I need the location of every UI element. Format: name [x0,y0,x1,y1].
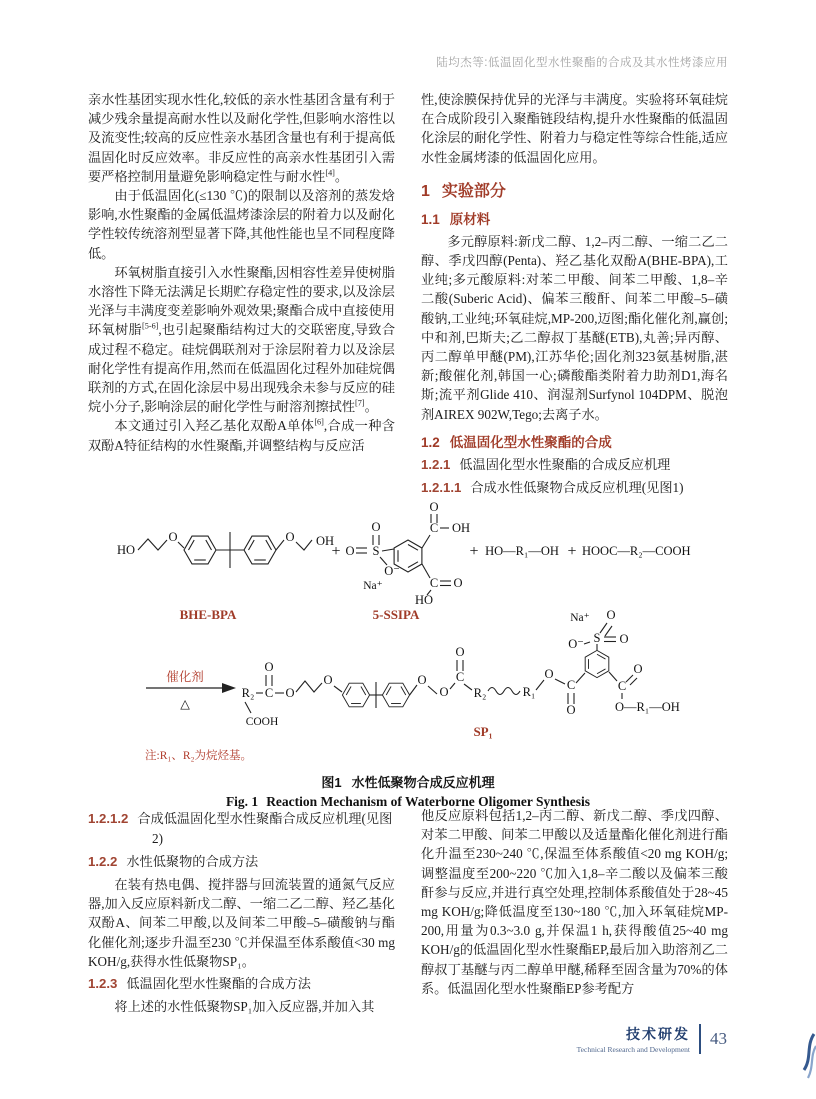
section-heading-1-2 [421,431,728,451]
methods-right-column [421,806,728,1016]
svg-text:O⁻: O⁻ [384,564,400,578]
page-number: 43 [710,1029,727,1048]
svg-text:HO: HO [414,593,434,607]
intro-right-column [421,90,728,501]
sp1-product-structure [242,608,680,739]
methods-left-column [88,806,395,1016]
svg-text:O: O [417,673,427,687]
section-title: 水性低聚物的合成方法 [126,854,259,869]
section-title: 实验部分 [441,182,506,200]
svg-text:O: O [264,660,274,674]
svg-text:O: O [566,703,576,717]
svg-text:O: O [439,685,449,699]
paragraph: 多元醇原料:新戊二醇、1,2–丙二醇、一缩二乙二醇、季戊四醇(Penta)、羟乙基化双酚A(BHE-BPA),工业纯;多元酸原料:对苯二甲酸、间苯二甲酸、1,8–辛二酸(Suberic Acid)、偏苯三酸酐、间苯二甲酸–5–磺酸钠,工业纯;环氧硅烷,MP-200,迈图;酯化催化剂,赢创;中和剂,巴斯夫;乙二醇叔丁基醚(ETB),丸善;异丙醇、丙二醇单甲醚(PM),江苏华伦;固化剂323氨基树脂,湛新;酸催化剂,韩国一心;磷酸酯类附着力助剂D1,海名斯;流平剂Glide 410、润湿剂Surfynol 104DPM、脱泡剂AIREX 902W,Tego;去离子水。 [421,233,728,422]
paragraph: 他反应原料包括1,2–丙二醇、新戊二醇、季戊四醇、对苯二甲酸、间苯二甲酸以及适量酯化催化剂进行酯化升温至230~240 ℃,保温至体系酸值<20 mg KOH/g;调整温度至200~220 ℃加入1,8–辛二酸以及偏苯三酸酐参与反应,并进行真空处理,控制体系酸值处于28~45 mg KOH/g;降低温度至130~180 ℃,加入环氧硅烷MP-200,用量为0.3~3.0 g,并保温1 h,获得酸值25~40 mg KOH/g的低温固化型水性聚酯EP,最后加入助溶剂乙二醇叔丁基醚与丙二醇单甲醚,稀释至固含量为70%的体系。低温固化型水性聚酯EP参考配方 [421,808,728,996]
paragraph: 将上述的水性低聚物SP₁加入反应器,并加入其 [114,999,375,1015]
svg-text:Na⁺: Na⁺ [570,612,590,624]
diol-formula: HO—R₁—OH [485,544,559,558]
figure-title-cn: 水性低聚物合成反应机理 [351,775,495,790]
section-title: 低温固化型水性聚酯的合成方法 [126,976,311,992]
footer-section-cn: 技术研发 [626,1026,690,1042]
svg-text:O: O [606,608,616,622]
footer-divider [699,1024,701,1054]
section-number: 1.2.1.2 [88,811,129,826]
svg-text:O: O [453,576,463,590]
svg-text:O: O [285,686,295,700]
figure-number-cn: 图1 [321,775,342,790]
svg-text:O: O [168,530,178,544]
figure-number-en: Fig. 1 [225,794,259,809]
reaction-arrow [146,669,236,711]
bhe-bpa-structure [117,530,334,622]
svg-text:O: O [619,632,629,646]
heat-delta: △ [180,697,190,711]
footer-section [577,1024,690,1054]
section-heading-1-2-1-2 [88,809,395,849]
svg-text:O: O [633,662,643,676]
paragraph: 在装有热电偶、搅拌器与回流装置的通氮气反应器,加入反应原料新戊二醇、一缩二乙二醇、羟乙基化双酚A、间苯二甲酸,以及间苯二甲酸–5–磺酸钠与酯化催化剂;逐步升温至230 ℃并保温至体系酸值<30 mg KOH/g,获得水性低聚物SP₁。 [88,877,395,969]
reaction-scheme-diagram [88,498,728,740]
figure-caption-cn [88,772,728,791]
section-number: 1.2.1 [421,456,451,472]
section-heading-1-2-1-1 [421,478,728,498]
paragraph: 由于低温固化(≤130 ℃)的限制以及溶剂的蒸发焓影响,水性聚酯的金属低温烤漆涂层的附着力以及耐化学性较传统溶剂型显著下降,其他性能也呈不同程度降低。 [88,188,395,261]
figure-note: 注:R₁、R₂为烷烃基。 [145,750,253,762]
svg-text:O: O [371,520,381,534]
bhe-bpa-label: BHE-BPA [179,607,237,622]
svg-text:S: S [593,631,601,645]
plus-sign: + [331,543,341,560]
svg-text:C: C [455,670,465,684]
svg-text:O: O [429,500,439,514]
section-heading-1-2-1 [421,455,728,475]
svg-text:Na⁺: Na⁺ [363,580,383,592]
section-number: 1.2 [421,434,440,450]
svg-text:OH: OH [452,521,471,535]
section-heading-1-2-2 [88,852,395,872]
catalyst-label: 催化剂 [166,670,204,684]
plus-sign: + [567,543,577,560]
svg-text:S: S [372,544,380,558]
paragraph: 性,使涂膜保持优异的光泽与丰满度。实验将环氧硅烷在合成阶段引入聚酯链段结构,提升水性聚酯的低温固化涂层的耐化学性、附着力与稳定性等综合性能,适应水性金属烤漆的低温固化应用。 [421,92,728,165]
svg-text:COOH: COOH [245,716,279,728]
section-title: 低温固化型水性聚酯的合成反应机理 [459,456,671,472]
section-title: 合成水性低聚物合成反应机理(见图1) [470,479,684,495]
diacid-formula: HOOC—R₂—COOH [582,544,691,558]
svg-text:O—R₁—OH: O—R₁—OH [615,700,680,714]
ssipa-structure [345,500,470,622]
svg-text:O: O [455,645,465,659]
svg-text:R₁: R₁ [522,685,536,699]
ssipa-label: 5-SSIPA [372,607,420,622]
svg-text:O: O [285,530,295,544]
intro-columns [88,90,728,501]
intro-left-column [88,90,395,501]
page-footer [577,1024,727,1054]
section-number: 1.1 [421,211,440,227]
svg-text:R₂: R₂ [473,686,487,700]
sp1-label: SP₁ [473,724,493,739]
section-title: 合成低温固化型水性聚酯合成反应机理(见图2) [137,811,393,846]
section-title: 原材料 [449,211,491,227]
svg-text:R₂: R₂ [241,686,255,700]
paragraph: 亲水性基团实现水性化,较低的亲水性基团含量有利于减少残余量提高耐水性以及耐化学性,但影响水溶性以及流变性;较高的反应性亲水基团含量也有利于提高低温固化时反应效率。非反应性的高亲水性基团引入需要严格控制用量避免影响稳定性与耐水性[4]。 [88,92,395,184]
svg-text:C: C [264,686,274,700]
section-number: 1 [421,182,430,200]
section-heading-1 [421,178,728,201]
methods-columns [88,806,728,1016]
running-head: 陆均杰等:低温固化型水性聚酯的合成及其水性烤漆应用 [436,57,728,69]
section-title: 低温固化型水性聚酯的合成 [449,434,612,450]
svg-text:C: C [617,679,627,693]
svg-text:HO: HO [116,543,136,557]
plus-sign: + [469,543,479,560]
svg-text:O⁻: O⁻ [568,637,584,651]
svg-text:C: C [566,678,576,692]
paragraph: 本文通过引入羟乙基化双酚A单体[6],合成一种含双酚A特征结构的水性聚酯,并调整结构与反应活 [88,418,395,453]
section-heading-1-2-3 [88,974,395,994]
figure-1 [88,498,728,810]
svg-text:O: O [345,544,355,558]
svg-text:C: C [429,576,439,590]
paragraph: 环氧树脂直接引入水性聚酯,因相容性差异使树脂水溶性下降无法满足长期贮存稳定性的要求,以及涂层光泽与丰满度变差影响外观效果;聚酯合成中直接使用环氧树脂[5-6],也引起聚酯结构过大的交联密度,导致合成过程不稳定。硅烷偶联剂对于涂层附着力以及涂层耐化学性有提高作用,然而在低温固化过程外加硅烷偶联剂的方式,在固化涂层中易出现残余未参与反应的硅烷小分子,影响涂层的耐化学性与耐溶剂擦拭性[7]。 [88,264,395,415]
figure-title-en: Reaction Mechanism of Waterborne Oligomer Synthesis [266,794,591,809]
section-number: 1.2.3 [88,976,118,992]
svg-text:O: O [323,673,333,687]
section-number: 1.2.1.1 [421,479,462,495]
svg-text:O: O [544,667,554,681]
section-heading-1-1 [421,208,728,228]
section-number: 1.2.2 [88,854,118,869]
footer-section-en: Technical Research and Development [576,1045,690,1054]
svg-text:C: C [429,521,439,535]
edge-decoration [800,1032,816,1084]
svg-text:OH: OH [316,534,335,548]
